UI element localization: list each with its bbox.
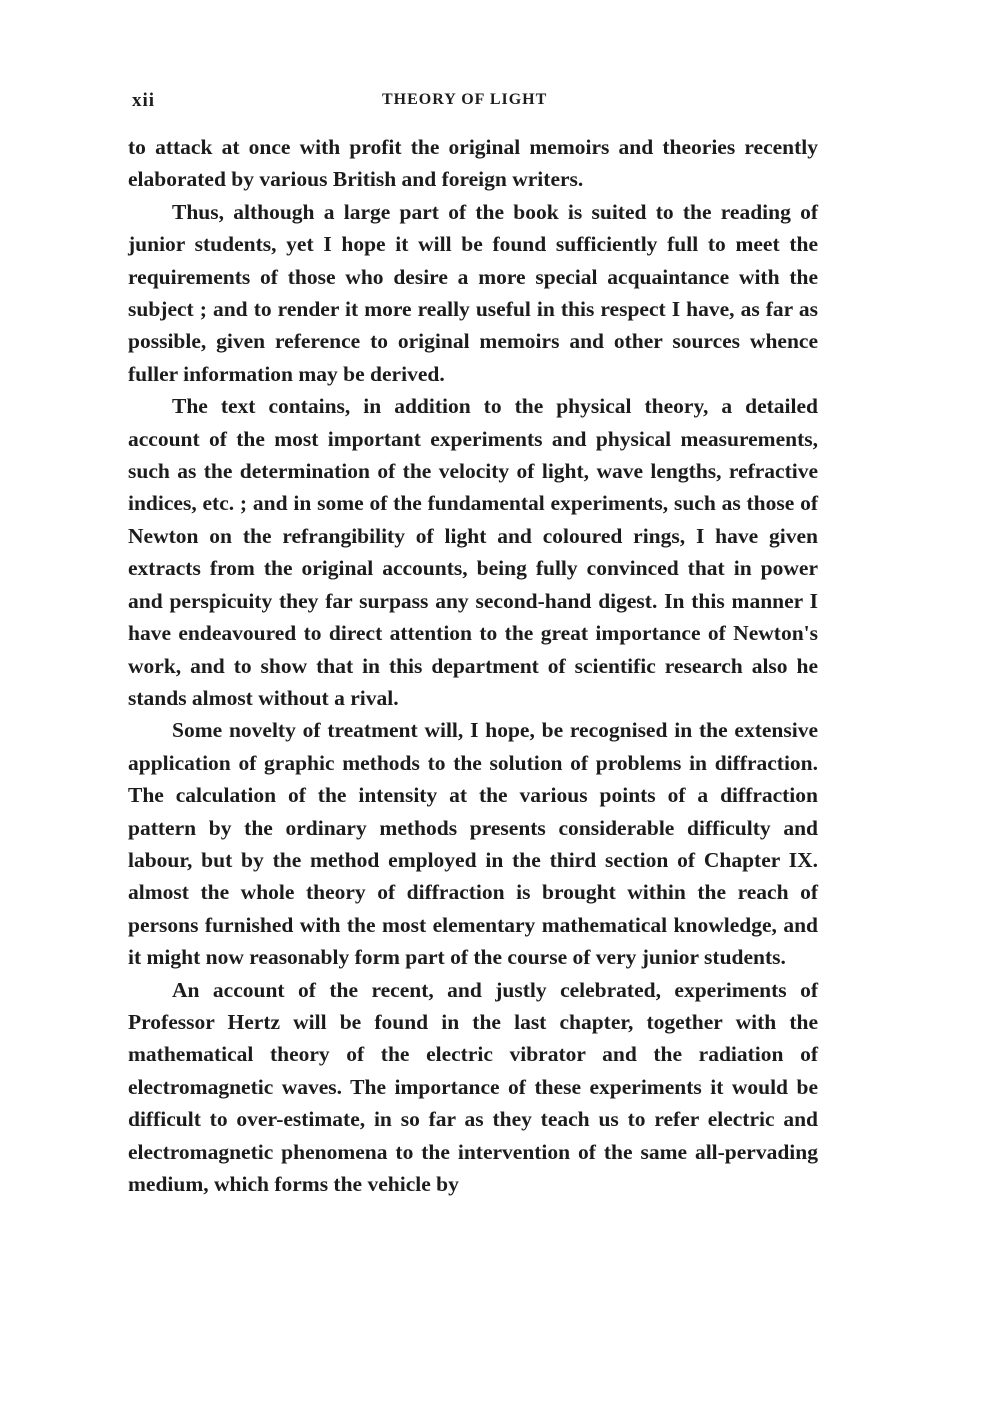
- paragraph-diffraction: Some novelty of treatment will, I hope, be recognised in the extensive application of graphic methods to the solution of problems in diffraction. The calculation of the intensity at the various points of a diffraction pattern by the ordinary methods presents considerable difficulty and labour, but by the method employed in the third section of Chapter IX. almost the whole theory of diffraction is brought within the reach of persons furnished with the most elementary mathematical knowledge, and it might now reasonably form part of the course of very junior students.: [128, 718, 818, 970]
- paragraph-hertz: An account of the recent, and justly celebrated, experiments of Professor Hertz will be found in the last chapter, together with the mathematical theory of the electric vibrator and the radiation of electromagnetic waves. The importance of these experiments it would be difficult to over-estimate, in so far as they teach us to refer electric and electromagnetic phenomena to the intervention of the same all-pervading medium, which forms the vehicle by: [128, 977, 818, 1196]
- body-text: [128, 131, 818, 1200]
- paragraph-contents: The text contains, in addition to the physical theory, a detailed account of the most important experiments and physical measurements, such as the determination of the velocity of light, wave lengths, refractive indices, etc. ; and in some of the fundamental experiments, such as those of Newton on the refrangibility of light and coloured rings, I have given extracts from the original accounts, being fully convinced that in power and perspicuity they far surpass any second-hand digest. In this manner I have endeavoured to direct attention to the great importance of Newton's work, and to show that in this department of scientific research also he stands almost without a rival.: [128, 394, 818, 710]
- running-header: [132, 90, 822, 114]
- page-number: xii: [132, 90, 156, 111]
- running-title: THEORY OF LIGHT: [382, 91, 548, 108]
- paragraph-continuation: to attack at once with profit the original memoirs and theories recently elaborated by various British and foreign writers.: [128, 135, 818, 192]
- paragraph-scope: Thus, although a large part of the book is suited to the reading of junior students, yet I hope it will be found sufficiently full to meet the requirements of those who desire a more special acquaintance with the subject ; and to render it more really useful in this respect I have, as far as possible, given reference to original memoirs and other sources whence fuller information may be derived.: [128, 199, 818, 386]
